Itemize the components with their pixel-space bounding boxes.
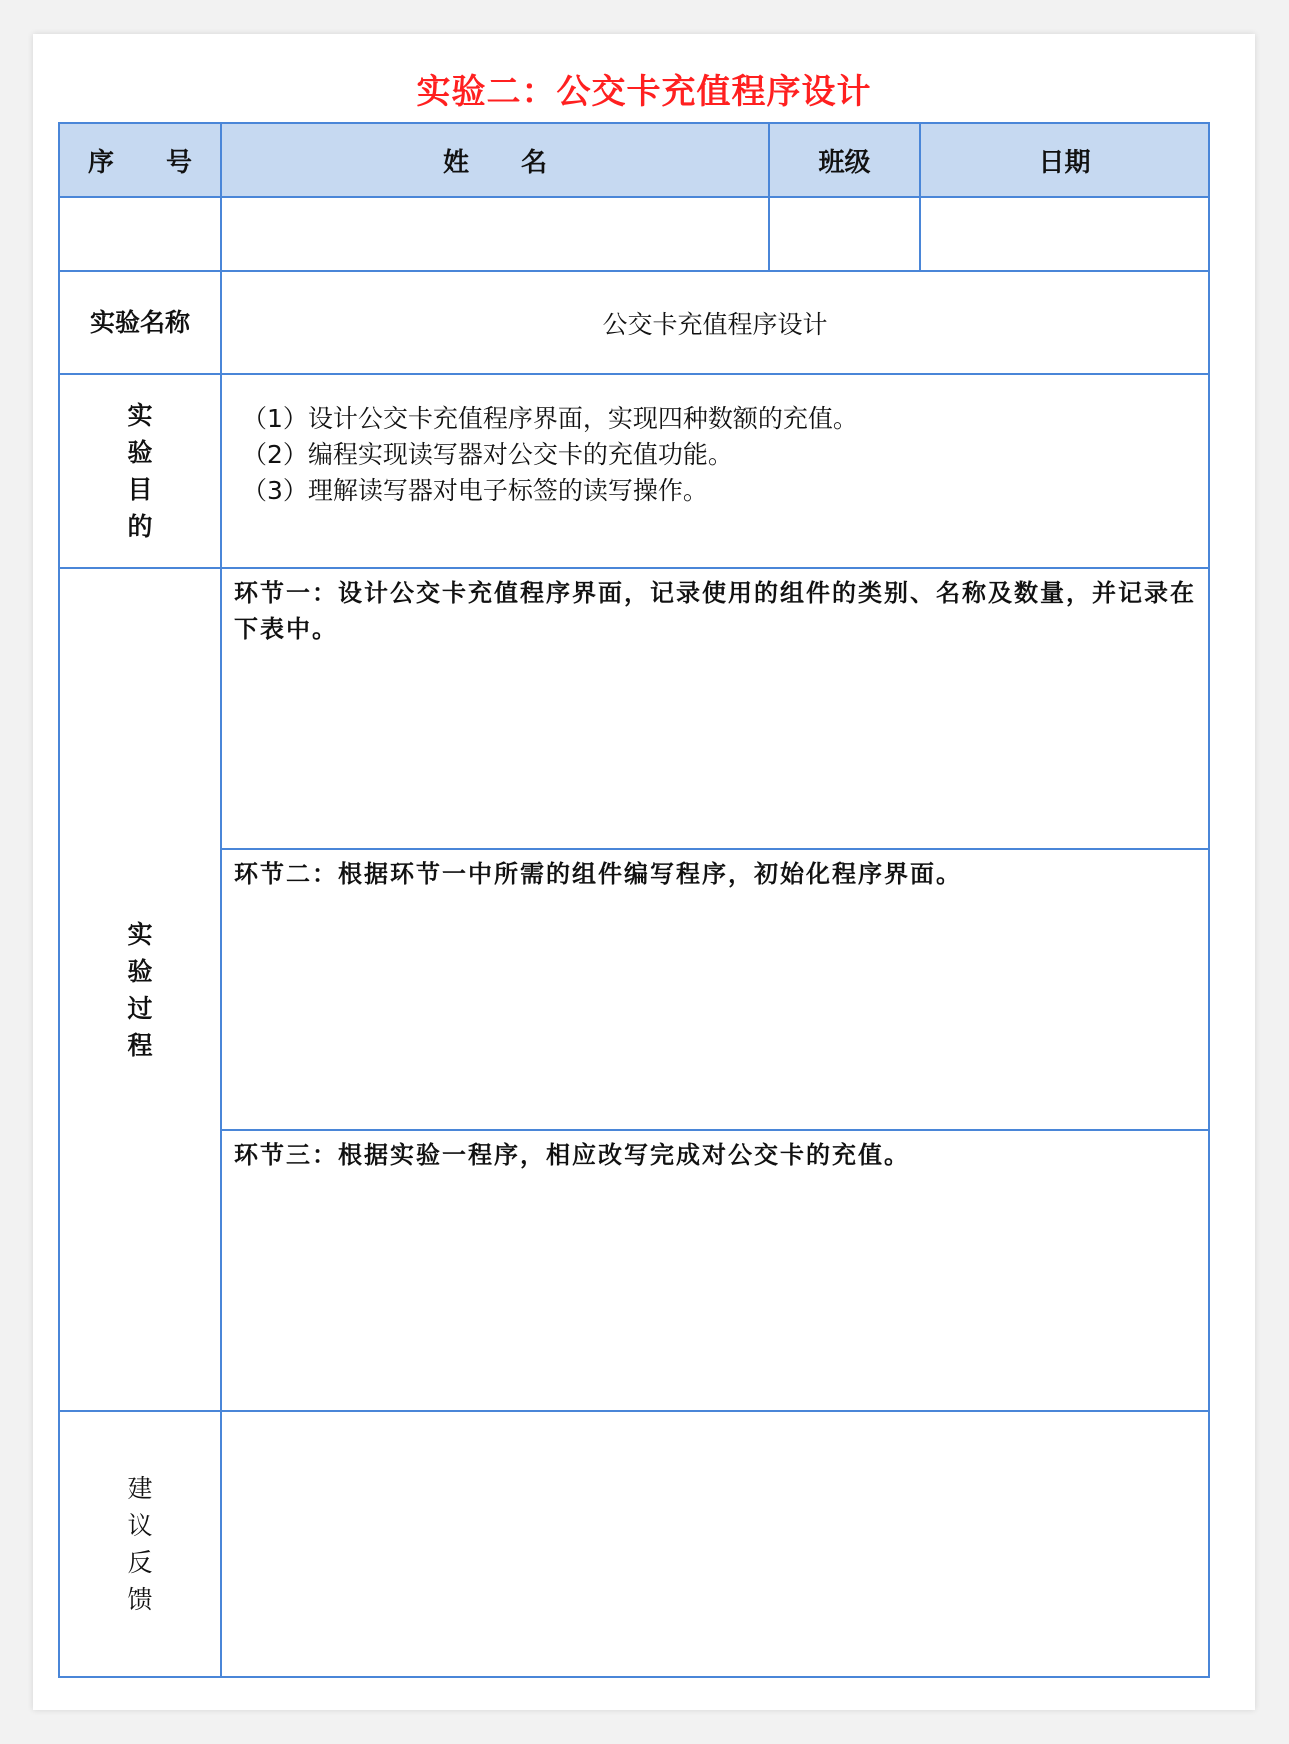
process-step-2[interactable]: 环节二：根据环节一中所需的组件编写程序，初始化程序界面。 bbox=[221, 849, 1209, 1130]
class-field[interactable] bbox=[769, 197, 920, 271]
experiment-name-label: 实验名称 bbox=[59, 271, 221, 374]
process-step-3[interactable]: 环节三：根据实验一程序，相应改写完成对公交卡的充值。 bbox=[221, 1130, 1209, 1411]
feedback-row bbox=[59, 1411, 1209, 1677]
feedback-field[interactable] bbox=[221, 1411, 1209, 1677]
process-label-char: 实 bbox=[127, 919, 153, 949]
purpose-item: （3）理解读写器对电子标签的读写操作。 bbox=[242, 476, 708, 505]
header-date: 日期 bbox=[920, 123, 1209, 197]
seq-field[interactable] bbox=[59, 197, 221, 271]
name-field[interactable] bbox=[221, 197, 769, 271]
header-class: 班级 bbox=[769, 123, 920, 197]
process-label-char: 验 bbox=[127, 956, 153, 986]
info-entry-row bbox=[59, 197, 1209, 271]
process-row-1 bbox=[59, 568, 1209, 849]
purpose-label-char: 实 bbox=[127, 401, 153, 430]
purpose-label-char: 验 bbox=[127, 438, 153, 467]
document-page bbox=[33, 34, 1255, 1710]
header-row bbox=[59, 123, 1209, 197]
process-row-3 bbox=[59, 1130, 1209, 1411]
process-row-2 bbox=[59, 849, 1209, 1130]
feedback-label bbox=[59, 1411, 221, 1677]
date-field[interactable] bbox=[920, 197, 1209, 271]
process-step-1[interactable]: 环节一：设计公交卡充值程序界面，记录使用的组件的类别、名称及数量，并记录在下表中。 bbox=[221, 568, 1209, 849]
experiment-form-table bbox=[58, 122, 1210, 1678]
purpose-item: （2）编程实现读写器对公交卡的充值功能。 bbox=[242, 440, 733, 469]
process-label-char: 程 bbox=[127, 1030, 153, 1060]
purpose-label bbox=[59, 374, 221, 568]
purpose-label-char: 的 bbox=[127, 512, 153, 541]
feedback-label-char: 议 bbox=[127, 1511, 153, 1540]
experiment-name-value: 公交卡充值程序设计 bbox=[221, 271, 1209, 374]
page-title: 实验二：公交卡充值程序设计 bbox=[416, 72, 872, 112]
header-name: 姓 名 bbox=[221, 123, 769, 197]
purpose-row bbox=[59, 374, 1209, 568]
feedback-label-char: 建 bbox=[127, 1474, 153, 1503]
process-label-char: 过 bbox=[127, 993, 153, 1023]
feedback-label-char: 馈 bbox=[127, 1585, 153, 1614]
purpose-item: （1）设计公交卡充值程序界面，实现四种数额的充值。 bbox=[242, 404, 858, 433]
experiment-name-row bbox=[59, 271, 1209, 374]
purpose-content bbox=[221, 374, 1209, 568]
header-seq: 序 号 bbox=[59, 123, 221, 197]
feedback-label-char: 反 bbox=[127, 1548, 153, 1577]
process-label bbox=[59, 568, 221, 1411]
purpose-label-char: 目 bbox=[127, 475, 153, 504]
